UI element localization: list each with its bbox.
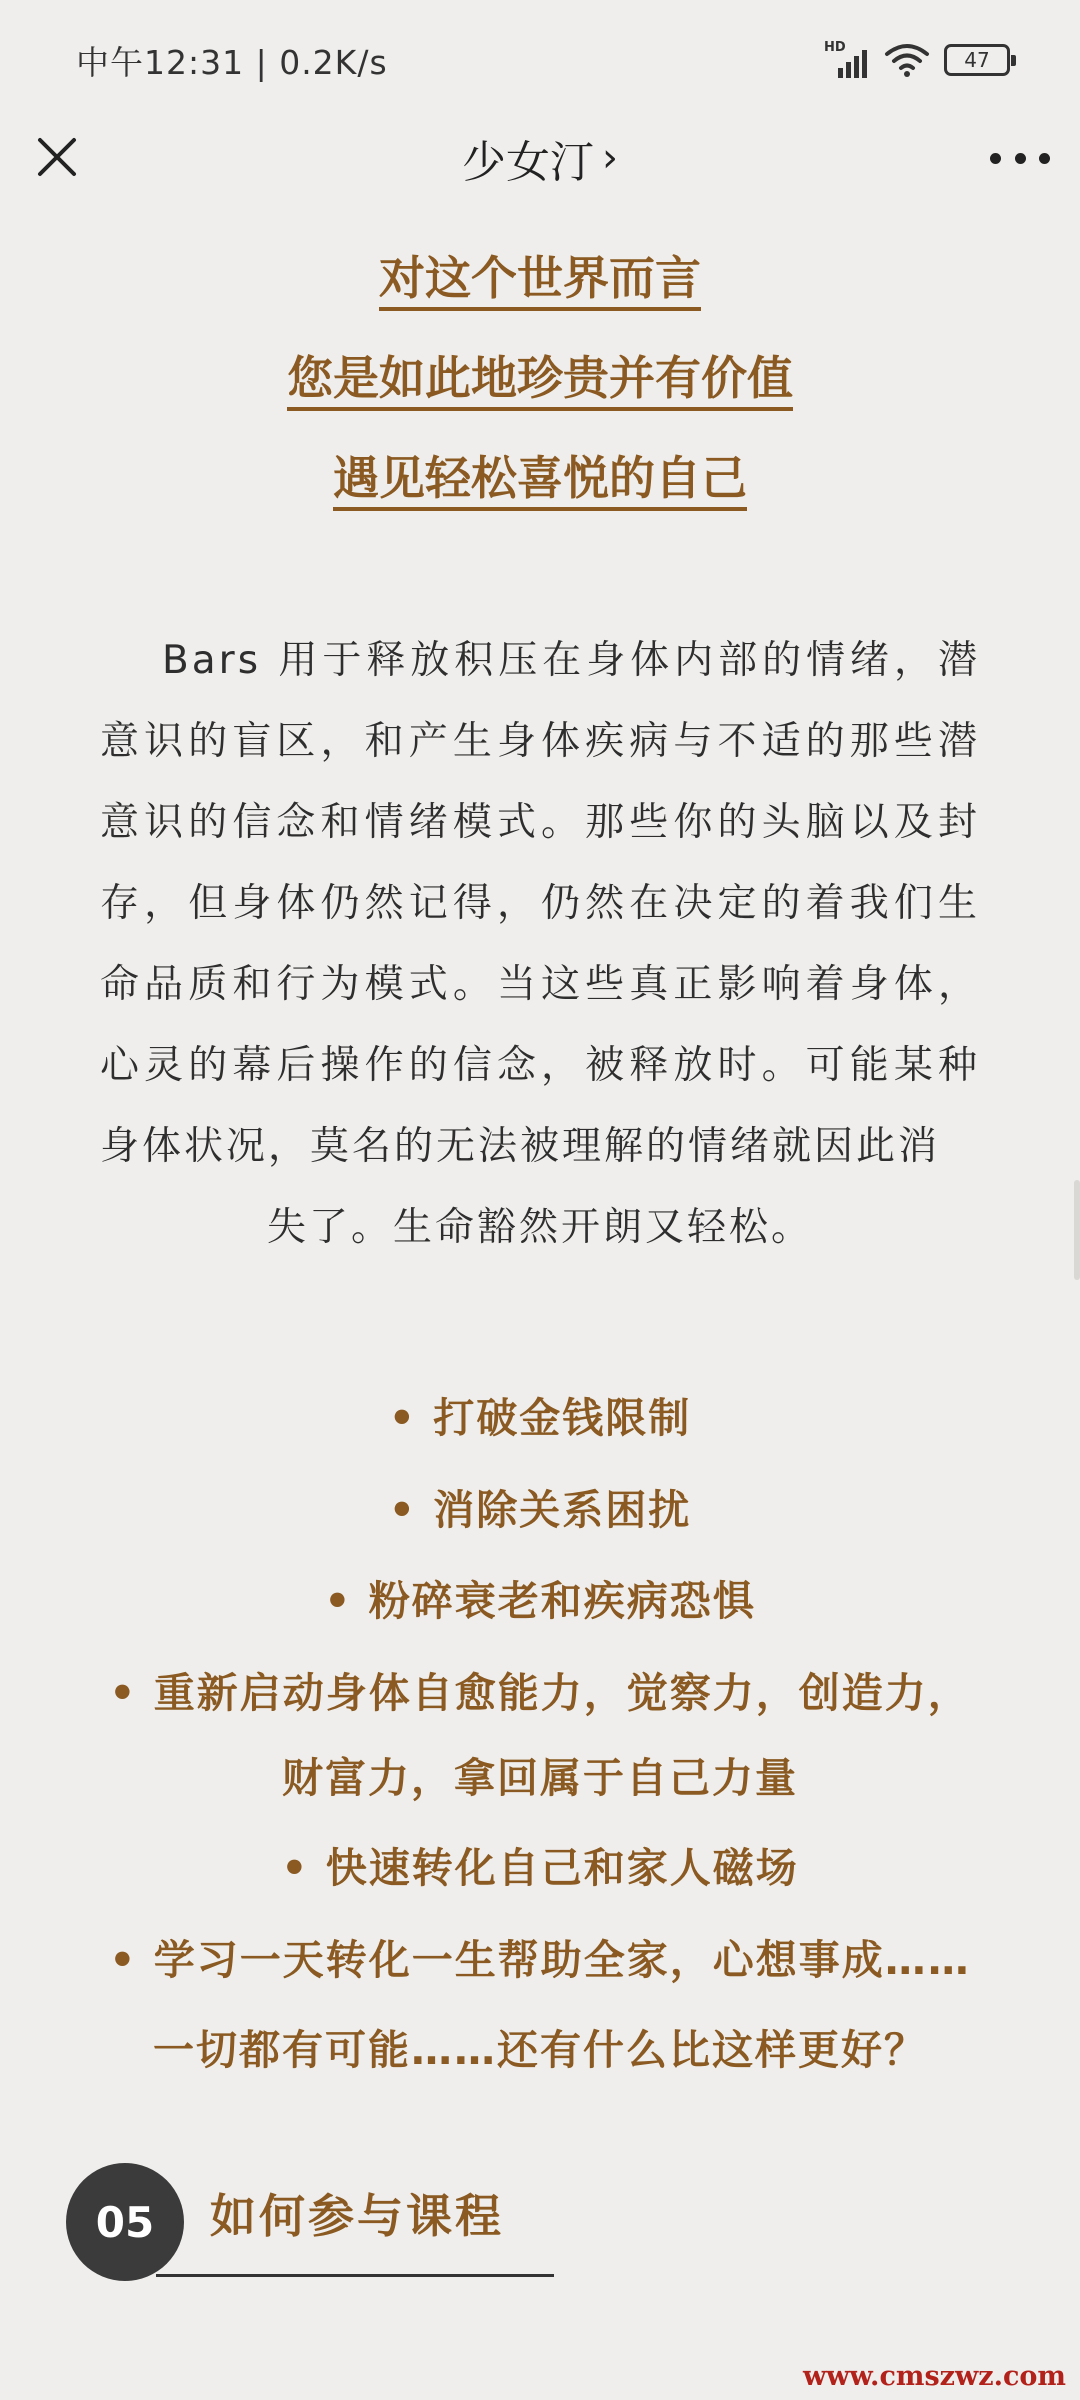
- title-bar: [0, 118, 1080, 198]
- status-icons: [824, 40, 1010, 80]
- bullet-item: • 学习一天转化一生帮助全家，心想事成……: [109, 1936, 971, 1984]
- section-divider: [156, 2274, 554, 2277]
- more-icon[interactable]: [990, 138, 1050, 178]
- bullet-item-continued: 一切都有可能……还有什么比这样更好？: [153, 2026, 927, 2074]
- battery-icon: [944, 44, 1010, 76]
- network-badge: HD: [824, 40, 846, 55]
- status-time-speed: 中午12:31 | 0.2K/s: [76, 42, 388, 82]
- paragraph-body: Bars 用于释放积压在身体内部的情绪，潜意识的盲区，和产生身体疾病与不适的那些潜意识的信念和情绪模式。那些你的头脑以及封存，但身体仍然记得，仍然在决定的着我们生命品质和行为模式。当这些真正影响着身体，心灵的幕后操作的信念，被释放时。可能某种身体状况，莫名的无法被理解的情绪就因此消: [100, 638, 980, 1169]
- body-paragraph: [100, 620, 980, 1268]
- scroll-indicator: [1074, 1180, 1080, 1280]
- wifi-icon: [884, 42, 930, 78]
- section-number-badge: 05: [66, 2163, 184, 2281]
- chevron-right-icon: ›: [602, 135, 618, 181]
- account-title-link[interactable]: [462, 126, 618, 190]
- bullet-item: • 打破金钱限制: [388, 1394, 692, 1442]
- watermark: www.cmszwz.com: [803, 2361, 1066, 2392]
- account-name: 少女汀: [462, 137, 594, 188]
- bullet-item: • 快速转化自己和家人磁场: [281, 1844, 799, 1892]
- signal-icon: [824, 40, 870, 80]
- bullet-item: • 消除关系困扰: [388, 1486, 692, 1534]
- bullet-item: • 粉碎衰老和疾病恐惧: [324, 1577, 756, 1625]
- close-icon[interactable]: [32, 132, 82, 182]
- heading-line-3: 遇见轻松喜悦的自己: [0, 442, 1080, 508]
- heading-line-1: 对这个世界而言: [0, 242, 1080, 308]
- section-title: 如何参与课程: [210, 2189, 504, 2243]
- bullet-item: • 重新启动身体自愈能力，觉察力，创造力，: [109, 1669, 971, 1717]
- bullet-item-continued: 财富力，拿回属于自己力量: [282, 1754, 798, 1802]
- paragraph-last-line: 失了。生命豁然开朗又轻松。: [266, 1205, 813, 1250]
- battery-level: 47: [964, 48, 990, 72]
- status-bar: [0, 0, 1080, 120]
- heading-line-2: 您是如此地珍贵并有价值: [0, 342, 1080, 408]
